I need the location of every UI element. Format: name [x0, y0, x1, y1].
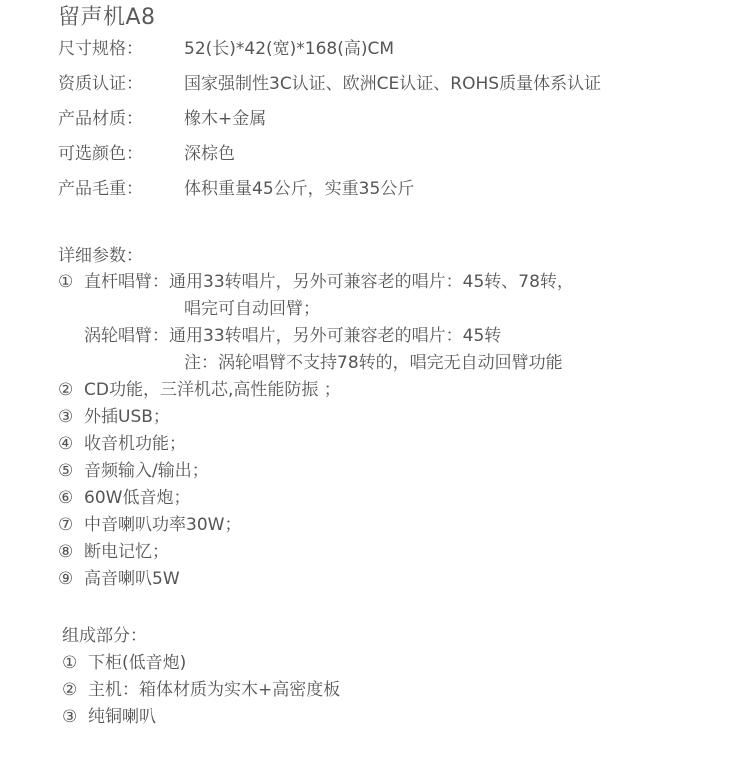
arm2-row — [84, 323, 501, 349]
item-number: ⑤ — [58, 461, 74, 481]
item-number: ② — [62, 680, 78, 700]
detail-item — [58, 539, 169, 565]
arm1-line2: 唱完可自动回臂； — [184, 299, 320, 319]
item-number: ⑥ — [58, 488, 74, 508]
spec-value: 橡木+金属 — [184, 109, 267, 129]
item-number: ① — [62, 653, 78, 673]
arm2-label: 涡轮唱臂： — [84, 326, 169, 346]
detail-item — [58, 485, 190, 511]
arm1-row — [58, 269, 574, 295]
spec-label: 产品材质： — [58, 109, 143, 129]
component-item — [62, 677, 340, 703]
item-text: 高音喇叭5W — [84, 569, 180, 589]
item-text: 中音喇叭功率30W； — [84, 515, 242, 535]
item-number: ① — [58, 272, 74, 292]
arm1-line1: 通用33转唱片，另外可兼容老的唱片：45转、78转， — [169, 272, 574, 292]
arm2-line1: 通用33转唱片，另外可兼容老的唱片：45转 — [169, 326, 502, 346]
detail-item — [58, 431, 186, 457]
spec-value: 52(长)*42(宽)*168(高)CM — [184, 39, 395, 59]
item-text: 断电记忆； — [84, 542, 169, 562]
item-text: 音频输入/输出； — [84, 461, 209, 481]
item-number: ⑦ — [58, 515, 74, 535]
item-number: ③ — [58, 407, 74, 427]
detail-item — [58, 512, 241, 538]
component-item — [62, 704, 156, 730]
item-text: 下柜(低音炮) — [88, 653, 187, 673]
spec-label: 产品毛重： — [58, 179, 143, 199]
product-title: 留声机A8 — [58, 5, 156, 30]
arm1-label: 直杆唱臂： — [84, 272, 169, 292]
components-heading: 组成部分： — [62, 626, 147, 646]
item-text: 主机：箱体材质为实木+高密度板 — [88, 680, 341, 700]
detail-item — [58, 458, 209, 484]
item-number: ⑧ — [58, 542, 74, 562]
item-number: ③ — [62, 707, 78, 727]
spec-value: 深棕色 — [184, 144, 235, 164]
spec-label: 资质认证： — [58, 74, 143, 94]
item-number: ⑨ — [58, 569, 74, 589]
item-text: 60W低音炮； — [84, 488, 191, 508]
item-text: 收音机功能； — [84, 434, 186, 454]
details-heading: 详细参数： — [58, 246, 143, 266]
item-number: ④ — [58, 434, 74, 454]
detail-item — [58, 404, 170, 430]
detail-item — [58, 566, 180, 592]
item-number: ② — [58, 380, 74, 400]
spec-label: 尺寸规格： — [58, 39, 143, 59]
component-item — [62, 650, 186, 676]
item-text: 纯铜喇叭 — [88, 707, 156, 727]
spec-label: 可选颜色： — [58, 144, 143, 164]
spec-value: 国家强制性3C认证、欧洲CE认证、ROHS质量体系认证 — [184, 74, 602, 94]
detail-item — [58, 377, 341, 403]
arm2-note: 注：涡轮唱臂不支持78转的，唱完无自动回臂功能 — [184, 353, 563, 373]
item-text: 外插USB； — [84, 407, 170, 427]
spec-value: 体积重量45公斤，实重35公斤 — [184, 179, 415, 199]
item-text: CD功能，三洋机芯,高性能防振 ； — [84, 380, 341, 400]
